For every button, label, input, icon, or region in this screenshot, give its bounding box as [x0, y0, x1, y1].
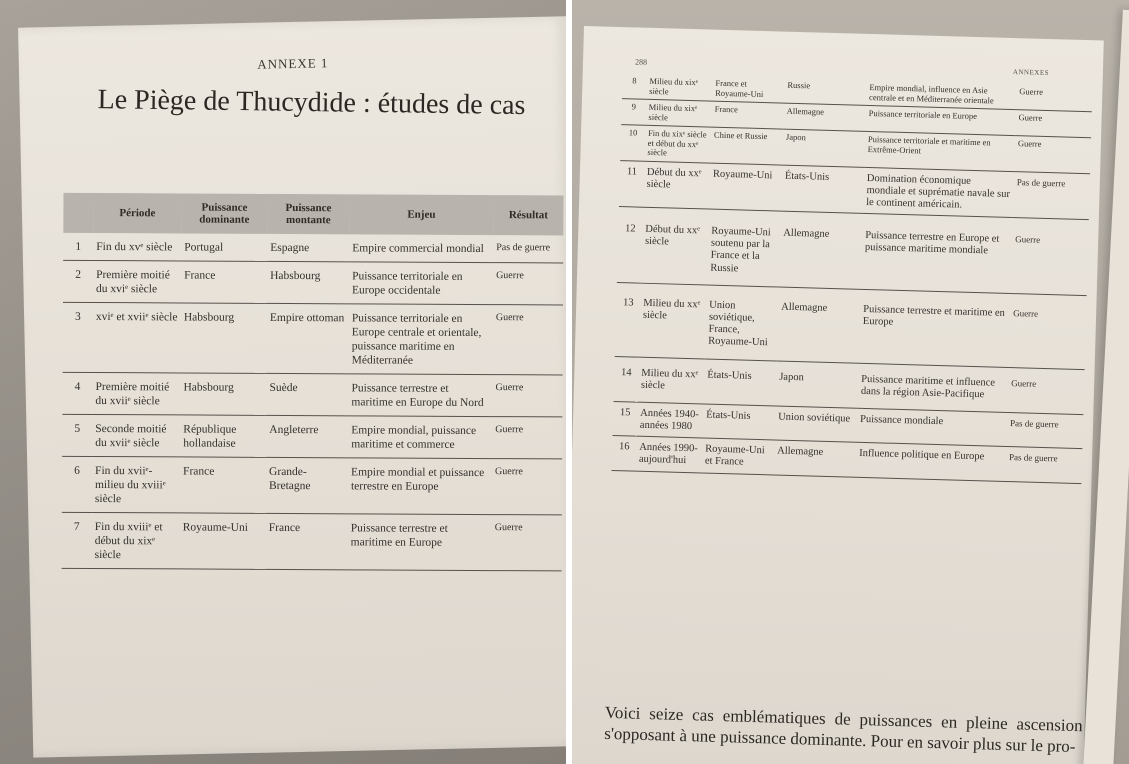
case-resultat: Guerre [1009, 293, 1087, 369]
case-resultat: Guerre [492, 417, 562, 459]
table-header-row [63, 193, 563, 236]
table-row [63, 233, 563, 263]
case-montante: Habsbourg [267, 262, 349, 304]
header-puissance-montante: Puissance montante [267, 194, 349, 235]
case-periode: Milieu du xxᵉ siècle [639, 283, 707, 359]
case-dominante: États-Unis [703, 404, 776, 440]
case-montante: Grande-Bretagne [266, 458, 348, 514]
case-resultat: Pas de guerre [493, 235, 563, 263]
case-montante: France [266, 514, 348, 570]
case-resultat: Pas de guerre [1006, 412, 1083, 448]
case-dominante: États-Unis [703, 359, 776, 406]
table-row [62, 415, 562, 460]
right-book-page [572, 26, 1104, 764]
case-periode: Années 1990-aujourd'hui [636, 436, 703, 472]
case-number: 4 [62, 373, 92, 415]
case-table-left [62, 193, 564, 572]
case-montante: Allemagne [779, 211, 863, 289]
case-periode: Première moitié du xviᵉ siècle [93, 261, 181, 303]
case-periode: Début du xxᵉ siècle [643, 161, 710, 209]
table-row [615, 282, 1087, 369]
case-periode: Années 1940-années 1980 [637, 402, 704, 438]
case-montante: Angleterre [266, 416, 348, 458]
case-periode: Début du xxᵉ siècle [641, 207, 709, 285]
case-resultat: Guerre [1011, 218, 1089, 296]
case-dominante: France [181, 261, 267, 303]
table-row [62, 373, 562, 418]
case-number: 14 [614, 356, 639, 402]
case-enjeu: Puissance terrestre en Europe et puissance maritime mondiale [861, 213, 1013, 293]
case-enjeu: Empire mondial, influence en Asie centrale et en Méditerranée orientale [866, 80, 1017, 110]
case-number: 9 [621, 99, 646, 126]
case-dominante: Royaume-Uni soutenu par la France et la Russie [707, 209, 781, 287]
case-dominante: Royaume-Uni [709, 163, 782, 212]
case-resultat: Guerre [493, 263, 563, 305]
header-resultat: Résultat [493, 195, 563, 236]
case-montante: États-Unis [781, 165, 864, 214]
case-enjeu: Empire mondial et puissance terrestre en Europe [348, 458, 492, 515]
case-table-right [612, 73, 1093, 483]
case-enjeu: Empire commercial mondial [349, 235, 493, 263]
case-enjeu: Puissance maritime et influence dans la région Asie-Pacifique [857, 363, 1008, 413]
case-resultat: Pas de guerre [1005, 447, 1082, 483]
case-enjeu: Influence politique en Europe [856, 442, 1007, 481]
case-montante: Espagne [267, 234, 349, 262]
case-enjeu: Domination économique mondiale et suprématie navale sur le continent américain. [863, 167, 1014, 218]
table-row [62, 513, 562, 572]
table-row [62, 457, 562, 516]
case-enjeu: Puissance territoriale en Europe [865, 105, 1016, 135]
table-row [617, 207, 1089, 296]
case-number: 5 [62, 415, 92, 457]
case-periode: Première moitié du xviiᵉ siècle [92, 373, 180, 415]
case-number: 1 [63, 233, 93, 261]
case-dominante: Habsbourg [180, 373, 266, 415]
case-resultat: Guerre [493, 305, 563, 375]
case-resultat: Guerre [1007, 367, 1084, 414]
case-dominante: Chine et Russie [710, 127, 783, 165]
case-enjeu: Empire mondial, puissance maritime et commerce [348, 416, 492, 459]
case-number: 10 [620, 125, 645, 161]
case-periode: Fin du xviiiᵉ et début du xixᵉ siècle [92, 513, 180, 570]
case-dominante: France [180, 457, 266, 513]
case-enjeu: Puissance territoriale en Europe occidentale [349, 262, 493, 305]
case-montante: Union soviétique [775, 406, 858, 443]
header-puissance-dominante: Puissance dominante [181, 193, 267, 234]
case-montante: Empire ottoman [267, 304, 349, 374]
case-dominante: Portugal [181, 234, 267, 262]
case-periode: Milieu du xixᵉ siècle [645, 99, 712, 127]
case-dominante: Habsbourg [181, 303, 267, 374]
case-resultat: Pas de guerre [1013, 171, 1090, 220]
case-enjeu: Puissance territoriale en Europe centrale et orientale, puissance maritime en Méditerranée [349, 304, 493, 375]
body-paragraph: Voici seize cas emblématiques de puissances en pleine ascension s'opposant à une puissance dominante. Pour en savoir plus sur le pro- [603, 702, 1083, 756]
case-periode: Milieu du xxᵉ siècle [638, 357, 705, 404]
header-enjeu: Enjeu [349, 194, 493, 235]
case-periode: Fin du xixᵉ siècle et début du xxᵉ siècle [644, 125, 711, 162]
case-dominante: France et Royaume-Uni [712, 76, 785, 104]
table-row [63, 261, 563, 306]
case-dominante: Royaume-Uni et France [702, 438, 775, 474]
case-resultat: Guerre [492, 459, 562, 515]
table-row [63, 303, 563, 376]
header-number [63, 193, 93, 233]
case-montante: Allemagne [777, 287, 861, 363]
page-title: Le Piège de Thucydide : études de cas [97, 84, 526, 122]
case-resultat: Guerre [1014, 136, 1091, 174]
case-dominante: France [711, 101, 784, 129]
case-number: 2 [63, 261, 93, 303]
case-number: 3 [63, 303, 93, 373]
case-number: 16 [612, 436, 637, 471]
case-montante: Russie [784, 78, 867, 106]
case-number: 11 [619, 160, 644, 207]
case-enjeu: Puissance territoriale et maritime en Extrême-Orient [864, 131, 1015, 171]
case-dominante: Union soviétique, France, Royaume-Uni [705, 285, 779, 361]
case-resultat: Guerre [1015, 110, 1092, 138]
page-number: 288 [634, 57, 648, 67]
case-montante: Allemagne [783, 103, 866, 131]
case-montante: Japon [775, 361, 858, 409]
header-periode: Période [93, 193, 181, 234]
case-resultat: Guerre [492, 515, 562, 571]
case-number: 12 [617, 207, 643, 283]
case-number: 6 [62, 457, 92, 513]
case-number: 15 [613, 401, 638, 436]
case-enjeu: Puissance mondiale [856, 408, 1007, 447]
case-periode: Fin du xvᵉ siècle [93, 233, 181, 261]
case-number: 7 [62, 513, 92, 569]
case-dominante: Royaume-Uni [180, 513, 266, 569]
case-montante: Allemagne [774, 440, 857, 477]
case-enjeu: Puissance terrestre et maritime en Europe [859, 289, 1011, 367]
running-head: ANNEXES [1012, 67, 1050, 78]
case-periode: Milieu du xixᵉ siècle [646, 74, 713, 101]
case-resultat: Guerre [1016, 84, 1093, 112]
case-periode: Seconde moitié du xviiᵉ siècle [92, 415, 180, 457]
case-periode: xviᵉ et xviiᵉ siècle [93, 303, 181, 374]
case-dominante: République hollandaise [180, 415, 266, 457]
case-montante: Suède [266, 374, 348, 416]
right-page-photo [572, 0, 1129, 764]
case-enjeu: Puissance terrestre et maritime en Europe du Nord [348, 374, 492, 417]
annexe-label: ANNEXE 1 [257, 55, 329, 72]
case-montante: Japon [782, 129, 865, 167]
case-number: 13 [615, 282, 641, 356]
case-number: 8 [622, 73, 647, 99]
left-book-page [18, 16, 566, 757]
case-enjeu: Puissance terrestre et maritime en Europe [348, 514, 492, 571]
case-periode: Fin du xviiᵉ-milieu du xviiiᵉ siècle [92, 457, 180, 514]
case-resultat: Guerre [492, 375, 562, 417]
